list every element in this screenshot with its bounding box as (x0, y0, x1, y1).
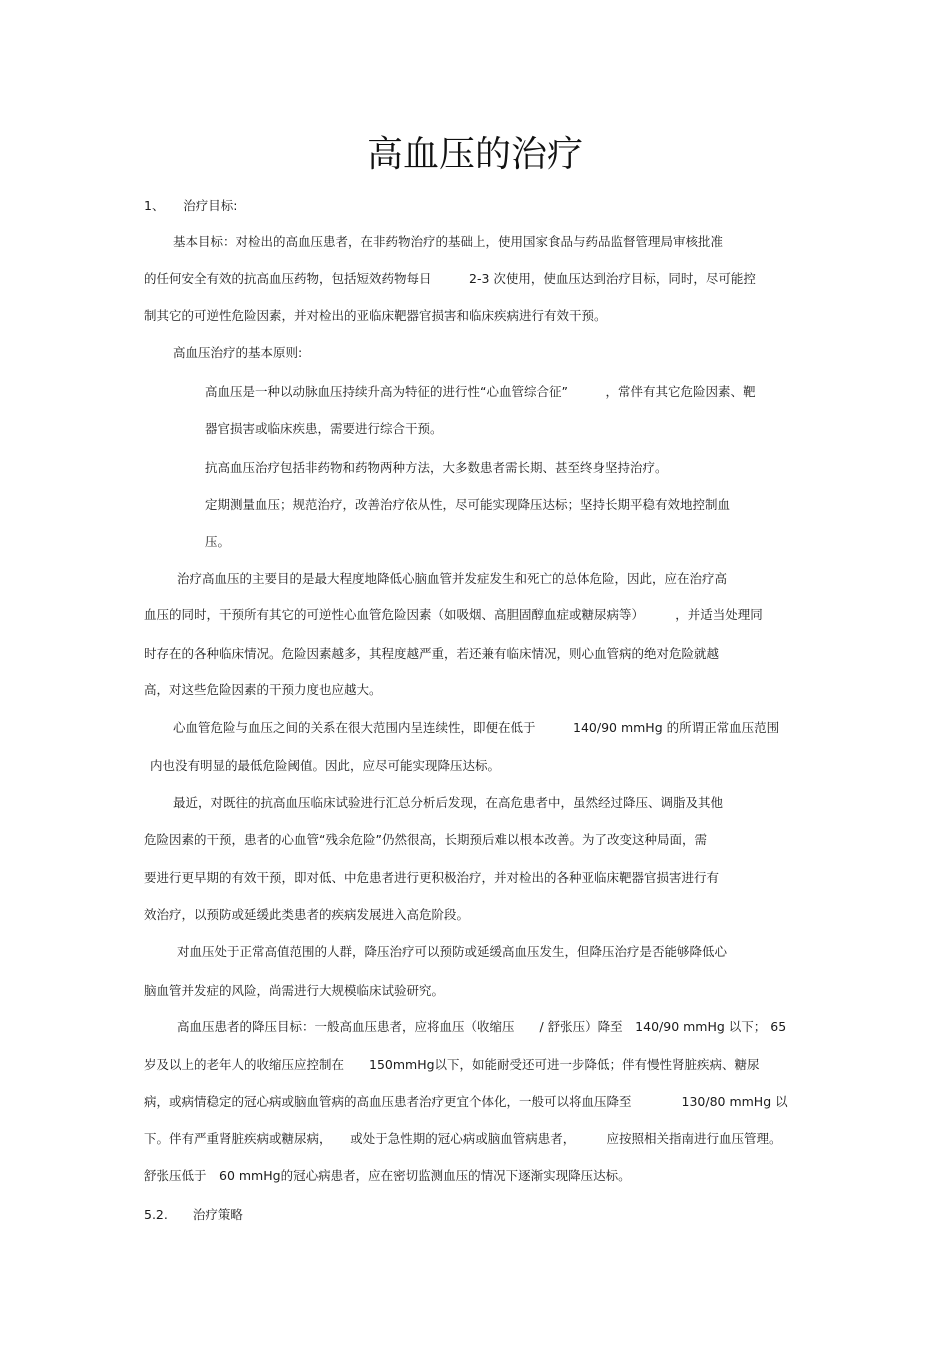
paragraph-line: 最近，对既往的抗高血压临床试验进行汇总分析后发现，在高危患者中，虽然经过降压、调脂及其他 (173, 795, 724, 810)
paragraph-line: 基本目标：对检出的高血压患者，在非药物治疗的基础上，使用国家食品与药品监督管理局审核批准 (173, 234, 724, 249)
paragraph-line: 舒张压低于 60 mmHg的冠心病患者，应在密切监测血压的情况下逐渐实现降压达标。 (144, 1168, 631, 1183)
principle-line: 器官损害或临床疾患，需要进行综合干预。 (205, 421, 443, 436)
section-heading: 5.2. 治疗策略 (144, 1207, 243, 1222)
paragraph-line: 对血压处于正常高值范围的人群，降压治疗可以预防或延缓高血压发生，但降压治疗是否能够降低心 (177, 944, 728, 959)
document-title: 高血压的治疗 (366, 134, 583, 175)
paragraph-line: 高血压患者的降压目标：一般高血压患者，应将血压（收缩压 / 舒张压）降至 140/90 mmHg 以下； 65 (177, 1019, 787, 1034)
paragraph-line: 治疗高血压的主要目的是最大程度地降低心脑血管并发症发生和死亡的总体危险，因此，应在治疗高 (177, 571, 728, 586)
subheading: 高血压治疗的基本原则: (173, 345, 303, 360)
principle-line: 压。 (205, 534, 231, 549)
paragraph-line: 危险因素的干预，患者的心血管“残余危险”仍然很高，长期预后难以根本改善。为了改变这种局面，需 (144, 832, 707, 847)
paragraph-line: 心血管危险与血压之间的关系在很大范围内呈连续性，即便在低于 140/90 mmHg 的所谓正常血压范围 (173, 720, 780, 735)
paragraph-line: 岁及以上的老年人的收缩压应控制在 150mmHg以下，如能耐受还可进一步降低；伴有慢性肾脏疾病、糖尿 (144, 1057, 760, 1072)
paragraph-line: 高，对这些危险因素的干预力度也应越大。 (144, 682, 382, 697)
paragraph-line: 内也没有明显的最低危险阈值。因此，应尽可能实现降压达标。 (150, 758, 501, 773)
paragraph-line: 血压的同时，干预所有其它的可逆性心血管危险因素（如吸烟、高胆固醇血症或糖尿病等） ，并适当处理同 (144, 607, 763, 622)
paragraph-line: 制其它的可逆性危险因素，并对检出的亚临床靶器官损害和临床疾病进行有效干预。 (144, 308, 607, 323)
principle-line: 抗高血压治疗包括非药物和药物两种方法，大多数患者需长期、甚至终身坚持治疗。 (205, 460, 668, 475)
paragraph-line: 病，或病情稳定的冠心病或脑血管病的高血压患者治疗更宜个体化，一般可以将血压降至 130/80 mmHg 以 (144, 1094, 788, 1109)
paragraph-line: 脑血管并发症的风险，尚需进行大规模临床试验研究。 (144, 983, 445, 998)
principle-line: 定期测量血压；规范治疗，改善治疗依从性，尽可能实现降压达标；坚持长期平稳有效地控制血 (205, 497, 731, 512)
paragraph-line: 时存在的各种临床情况。危险因素越多，其程度越严重，若还兼有临床情况，则心血管病的绝对危险就越 (144, 646, 720, 661)
section-heading: 1、 治疗目标: (144, 198, 238, 213)
paragraph-line: 效治疗，以预防或延缓此类患者的疾病发展进入高危阶段。 (144, 907, 470, 922)
paragraph-line: 要进行更早期的有效干预，即对低、中危患者进行更积极治疗，并对检出的各种亚临床靶器官损害进行有 (144, 870, 720, 885)
paragraph-line: 下。伴有严重肾脏疾病或糖尿病， 或处于急性期的冠心病或脑血管病患者， 应按照相关指南进行血压管理。 (144, 1131, 782, 1146)
paragraph-line: 的任何安全有效的抗高血压药物，包括短效药物每日 2-3 次使用，使血压达到治疗目标，同时，尽可能控 (144, 271, 756, 286)
principle-line: 高血压是一种以动脉血压持续升高为特征的进行性“心血管综合征” ，常伴有其它危险因素、靶 (205, 384, 756, 399)
